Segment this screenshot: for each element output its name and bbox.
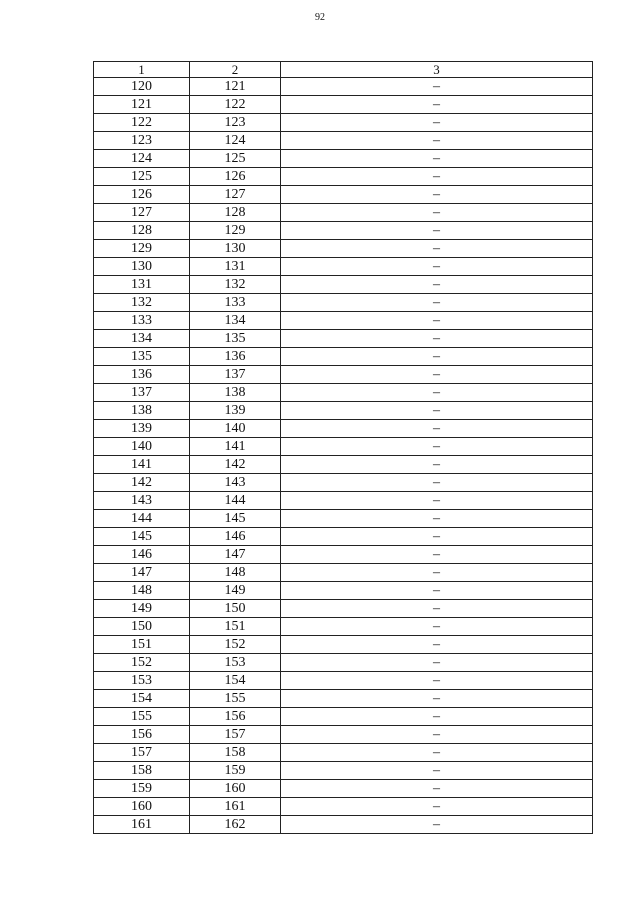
table-cell-col-3: –: [281, 474, 593, 492]
table-cell-col-3: –: [281, 330, 593, 348]
table-cell-col-1: 132: [94, 294, 190, 312]
table-row: [94, 690, 593, 708]
table-cell-col-1: 127: [94, 204, 190, 222]
table-cell-col-3: –: [281, 204, 593, 222]
table-row: [94, 258, 593, 276]
table-cell-col-2: 154: [190, 672, 281, 690]
table-cell-col-2: 145: [190, 510, 281, 528]
table-cell-col-3: –: [281, 672, 593, 690]
table-row: [94, 294, 593, 312]
table-row: [94, 798, 593, 816]
table-cell-col-1: 156: [94, 726, 190, 744]
table-row: [94, 114, 593, 132]
table-row: [94, 330, 593, 348]
table-row: [94, 582, 593, 600]
table-row: [94, 168, 593, 186]
table-cell-col-2: 122: [190, 96, 281, 114]
table-row: [94, 186, 593, 204]
table-cell-col-3: –: [281, 114, 593, 132]
table-row: [94, 816, 593, 834]
table-cell-col-3: –: [281, 366, 593, 384]
table-cell-col-3: –: [281, 168, 593, 186]
table-row: [94, 96, 593, 114]
table-row: [94, 708, 593, 726]
table-row: [94, 780, 593, 798]
table-row: [94, 654, 593, 672]
table-cell-col-3: –: [281, 402, 593, 420]
table-cell-col-3: –: [281, 222, 593, 240]
table-cell-col-3: –: [281, 690, 593, 708]
table-cell-col-2: 121: [190, 78, 281, 96]
table-cell-col-1: 143: [94, 492, 190, 510]
table-cell-col-3: –: [281, 384, 593, 402]
table-cell-col-1: 155: [94, 708, 190, 726]
table-cell-col-1: 139: [94, 420, 190, 438]
table-cell-col-2: 149: [190, 582, 281, 600]
table-row: [94, 474, 593, 492]
table-row: [94, 600, 593, 618]
table-cell-col-1: 149: [94, 600, 190, 618]
table-cell-col-1: 142: [94, 474, 190, 492]
table-cell-col-2: 128: [190, 204, 281, 222]
table-cell-col-3: –: [281, 780, 593, 798]
table-cell-col-2: 135: [190, 330, 281, 348]
table-cell-col-3: –: [281, 438, 593, 456]
table-cell-col-3: –: [281, 186, 593, 204]
table-cell-col-1: 123: [94, 132, 190, 150]
table-cell-col-1: 151: [94, 636, 190, 654]
table-cell-col-3: –: [281, 258, 593, 276]
table-cell-col-2: 162: [190, 816, 281, 834]
table-row: [94, 312, 593, 330]
table-cell-col-1: 147: [94, 564, 190, 582]
table-row: [94, 384, 593, 402]
table-cell-col-2: 138: [190, 384, 281, 402]
table-cell-col-1: 125: [94, 168, 190, 186]
table-cell-col-3: –: [281, 618, 593, 636]
table-cell-col-2: 146: [190, 528, 281, 546]
table-cell-col-2: 158: [190, 744, 281, 762]
table-cell-col-3: –: [281, 726, 593, 744]
table-row: [94, 528, 593, 546]
table-cell-col-1: 154: [94, 690, 190, 708]
table-cell-col-2: 157: [190, 726, 281, 744]
table-row: [94, 438, 593, 456]
table-cell-col-2: 132: [190, 276, 281, 294]
table-cell-col-3: –: [281, 312, 593, 330]
table-row: [94, 618, 593, 636]
table-row: [94, 222, 593, 240]
table-cell-col-3: –: [281, 654, 593, 672]
table-row: [94, 78, 593, 96]
table-cell-col-3: –: [281, 798, 593, 816]
table-cell-col-2: 155: [190, 690, 281, 708]
table-cell-col-2: 140: [190, 420, 281, 438]
table-row: [94, 240, 593, 258]
table-header-row: [94, 62, 593, 78]
table-cell-col-3: –: [281, 636, 593, 654]
table-cell-col-2: 124: [190, 132, 281, 150]
table-row: [94, 492, 593, 510]
table-cell-col-1: 150: [94, 618, 190, 636]
table-cell-col-2: 139: [190, 402, 281, 420]
table-cell-col-3: –: [281, 528, 593, 546]
table-cell-col-3: –: [281, 762, 593, 780]
table-row: [94, 132, 593, 150]
table-cell-col-2: 153: [190, 654, 281, 672]
table-cell-col-1: 153: [94, 672, 190, 690]
table-cell-col-2: 160: [190, 780, 281, 798]
column-header-1: 1: [94, 62, 190, 78]
table-row: [94, 402, 593, 420]
table-cell-col-3: –: [281, 150, 593, 168]
table-row: [94, 726, 593, 744]
table-row: [94, 546, 593, 564]
table-cell-col-1: 130: [94, 258, 190, 276]
table-cell-col-1: 161: [94, 816, 190, 834]
table-cell-col-2: 126: [190, 168, 281, 186]
table-cell-col-2: 142: [190, 456, 281, 474]
table-cell-col-3: –: [281, 456, 593, 474]
table-row: [94, 420, 593, 438]
table-cell-col-2: 159: [190, 762, 281, 780]
table-cell-col-2: 141: [190, 438, 281, 456]
table-row: [94, 564, 593, 582]
table-cell-col-3: –: [281, 582, 593, 600]
table-cell-col-2: 127: [190, 186, 281, 204]
table-cell-col-3: –: [281, 78, 593, 96]
table-cell-col-1: 152: [94, 654, 190, 672]
table-cell-col-1: 140: [94, 438, 190, 456]
table-cell-col-1: 144: [94, 510, 190, 528]
table-cell-col-1: 146: [94, 546, 190, 564]
table-cell-col-3: –: [281, 294, 593, 312]
table-row: [94, 762, 593, 780]
table-row: [94, 204, 593, 222]
table-cell-col-1: 134: [94, 330, 190, 348]
table-cell-col-2: 125: [190, 150, 281, 168]
table-cell-col-1: 136: [94, 366, 190, 384]
table-cell-col-2: 123: [190, 114, 281, 132]
table-cell-col-1: 129: [94, 240, 190, 258]
page-number: 92: [315, 12, 325, 23]
table-cell-col-2: 156: [190, 708, 281, 726]
table-cell-col-1: 133: [94, 312, 190, 330]
table-row: [94, 672, 593, 690]
table-row: [94, 366, 593, 384]
table-cell-col-1: 141: [94, 456, 190, 474]
table-cell-col-1: 159: [94, 780, 190, 798]
table-cell-col-1: 126: [94, 186, 190, 204]
table-row: [94, 456, 593, 474]
table-cell-col-2: 151: [190, 618, 281, 636]
table-cell-col-2: 144: [190, 492, 281, 510]
table-cell-col-3: –: [281, 546, 593, 564]
table-cell-col-1: 137: [94, 384, 190, 402]
table-cell-col-2: 143: [190, 474, 281, 492]
table-cell-col-2: 152: [190, 636, 281, 654]
table-row: [94, 150, 593, 168]
table-cell-col-1: 158: [94, 762, 190, 780]
table-row: [94, 744, 593, 762]
table-cell-col-3: –: [281, 510, 593, 528]
table-cell-col-1: 157: [94, 744, 190, 762]
table-row: [94, 276, 593, 294]
table-cell-col-3: –: [281, 816, 593, 834]
table-cell-col-1: 145: [94, 528, 190, 546]
table-cell-col-3: –: [281, 492, 593, 510]
table-row: [94, 348, 593, 366]
table-cell-col-1: 122: [94, 114, 190, 132]
table-cell-col-2: 130: [190, 240, 281, 258]
table-cell-col-2: 148: [190, 564, 281, 582]
table-cell-col-1: 138: [94, 402, 190, 420]
column-header-2: 2: [190, 62, 281, 78]
table-cell-col-2: 133: [190, 294, 281, 312]
table-cell-col-1: 121: [94, 96, 190, 114]
table-cell-col-1: 131: [94, 276, 190, 294]
table-body: [94, 62, 593, 834]
table-cell-col-2: 150: [190, 600, 281, 618]
table-cell-col-3: –: [281, 132, 593, 150]
table-row: [94, 510, 593, 528]
table-cell-col-2: 137: [190, 366, 281, 384]
table-cell-col-2: 129: [190, 222, 281, 240]
table-cell-col-2: 136: [190, 348, 281, 366]
column-header-3: 3: [281, 62, 593, 78]
table-cell-col-3: –: [281, 276, 593, 294]
table-cell-col-2: 161: [190, 798, 281, 816]
table-cell-col-2: 131: [190, 258, 281, 276]
table-row: [94, 636, 593, 654]
table-cell-col-3: –: [281, 708, 593, 726]
table-cell-col-3: –: [281, 600, 593, 618]
table-cell-col-3: –: [281, 240, 593, 258]
table-cell-col-1: 148: [94, 582, 190, 600]
table-cell-col-2: 147: [190, 546, 281, 564]
data-table: [93, 61, 593, 834]
table-cell-col-2: 134: [190, 312, 281, 330]
table-cell-col-3: –: [281, 564, 593, 582]
table-cell-col-1: 135: [94, 348, 190, 366]
table-cell-col-3: –: [281, 348, 593, 366]
table-cell-col-3: –: [281, 420, 593, 438]
table-cell-col-1: 120: [94, 78, 190, 96]
table-cell-col-1: 160: [94, 798, 190, 816]
table-cell-col-3: –: [281, 96, 593, 114]
table-cell-col-1: 128: [94, 222, 190, 240]
table-cell-col-1: 124: [94, 150, 190, 168]
table-cell-col-3: –: [281, 744, 593, 762]
